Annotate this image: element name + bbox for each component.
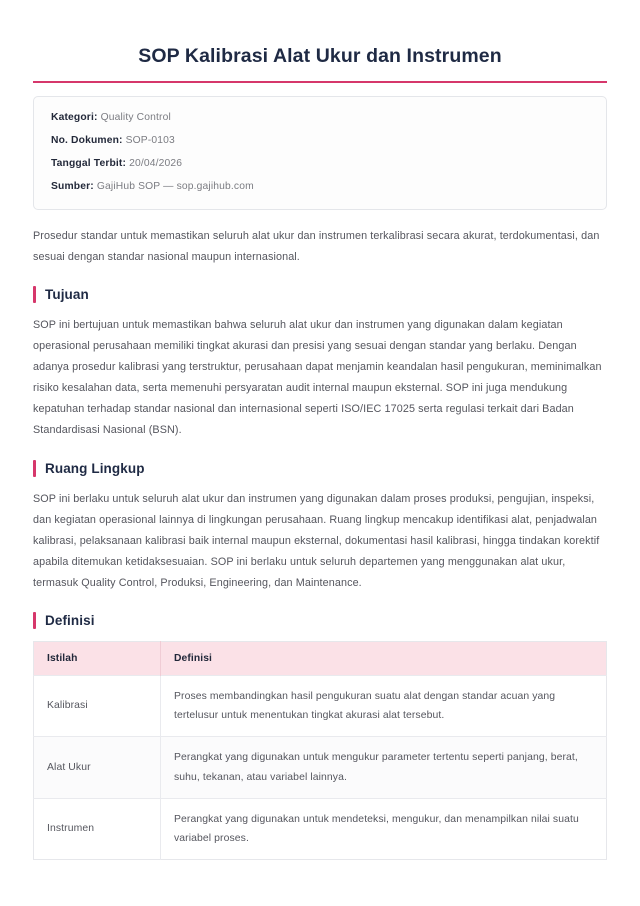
accent-bar-icon <box>33 460 36 477</box>
metadata-row-kategori <box>51 110 589 126</box>
column-header-istilah: Istilah <box>34 641 161 675</box>
cell-term: Instrumen <box>34 798 161 860</box>
accent-bar-icon <box>33 612 36 629</box>
cell-term: Alat Ukur <box>34 737 161 799</box>
metadata-label-no-dokumen: No. Dokumen: <box>51 135 123 147</box>
section-title-ruang-lingkup: Ruang Lingkup <box>45 460 145 476</box>
cell-definition: Perangkat yang digunakan untuk mendeteksi, mengukur, dan menampilkan nilai suatu variabel proses. <box>161 798 607 860</box>
metadata-row-tanggal-terbit <box>51 156 589 172</box>
cell-definition: Perangkat yang digunakan untuk mengukur parameter tertentu seperti panjang, berat, suhu, tekanan, atau variabel lainnya. <box>161 737 607 799</box>
column-header-definisi: Definisi <box>161 641 607 675</box>
metadata-label-kategori: Kategori: <box>51 112 98 124</box>
section-definisi <box>33 612 607 861</box>
document-intro-paragraph: Prosedur standar untuk memastikan seluruh alat ukur dan instrumen terkalibrasi secara akurat, terdokumentasi, dan sesuai dengan standar nasional maupun internasional. <box>33 230 600 264</box>
title-divider <box>33 81 607 83</box>
section-header-ruang-lingkup <box>33 460 607 477</box>
metadata-value-tanggal-terbit: 20/04/2026 <box>129 158 183 170</box>
section-tujuan <box>33 286 607 441</box>
metadata-value-no-dokumen: SOP-0103 <box>125 135 175 147</box>
metadata-label-tanggal-terbit: Tanggal Terbit: <box>51 158 127 170</box>
section-ruang-lingkup <box>33 460 607 594</box>
metadata-label-sumber: Sumber: <box>51 181 94 193</box>
metadata-row-no-dokumen <box>51 133 589 149</box>
table-row <box>34 675 607 737</box>
table-row <box>34 798 607 860</box>
section-title-definisi: Definisi <box>45 612 95 628</box>
cell-definition: Proses membandingkan hasil pengukuran suatu alat dengan standar acuan yang tertelusur untuk menentukan tingkat akurasi alat tersebut. <box>161 675 607 737</box>
metadata-value-sumber: GajiHub SOP — sop.gajihub.com <box>96 181 254 193</box>
definition-table-body <box>34 675 607 860</box>
page-title: SOP Kalibrasi Alat Ukur dan Instrumen <box>138 45 502 67</box>
section-body-tujuan: SOP ini bertujuan untuk memastikan bahwa seluruh alat ukur dan instrumen yang digunakan dalam kegiatan operasional perusahaan memiliki tingkat akurasi dan presisi yang sesuai dengan standar yang berlaku. Dengan adanya prosedur kalibrasi yang terstruktur, perusahaan dapat menjamin keandalan hasil pengukuran, meminimalkan risiko kesalahan data, serta memenuhi persyaratan audit internal maupun eksternal. SOP ini juga mendukung kepatuhan terhadap standar nasional dan internasional seperti ISO/IEC 17025 serta regulasi terkait dari Badan Standardisasi Nasional (BSN). <box>33 319 602 437</box>
section-header-definisi <box>33 612 607 629</box>
table-header-row <box>34 641 607 675</box>
section-title-tujuan: Tujuan <box>45 287 89 303</box>
accent-bar-icon <box>33 286 36 303</box>
section-header-tujuan <box>33 286 607 303</box>
section-body-ruang-lingkup: SOP ini berlaku untuk seluruh alat ukur dan instrumen yang digunakan dalam proses produksi, pengujian, inspeksi, dan kegiatan operasional lainnya di lingkungan perusahaan. Ruang lingkup mencakup identifikasi alat, penjadwalan kalibrasi, pelaksanaan kalibrasi baik internal maupun eksternal, dokumentasi hasil kalibrasi, hingga tindakan korektif apabila ditemukan ketidaksesuaian. SOP ini berlaku untuk seluruh departemen yang menggunakan alat ukur, termasuk Quality Control, Produksi, Engineering, dan Maintenance. <box>33 492 600 589</box>
metadata-value-kategori: Quality Control <box>100 112 171 124</box>
metadata-row-sumber <box>51 179 589 195</box>
definition-table-head <box>34 641 607 675</box>
cell-term: Kalibrasi <box>34 675 161 737</box>
table-row <box>34 737 607 799</box>
definition-table <box>33 641 607 861</box>
document-metadata-box <box>33 96 607 210</box>
